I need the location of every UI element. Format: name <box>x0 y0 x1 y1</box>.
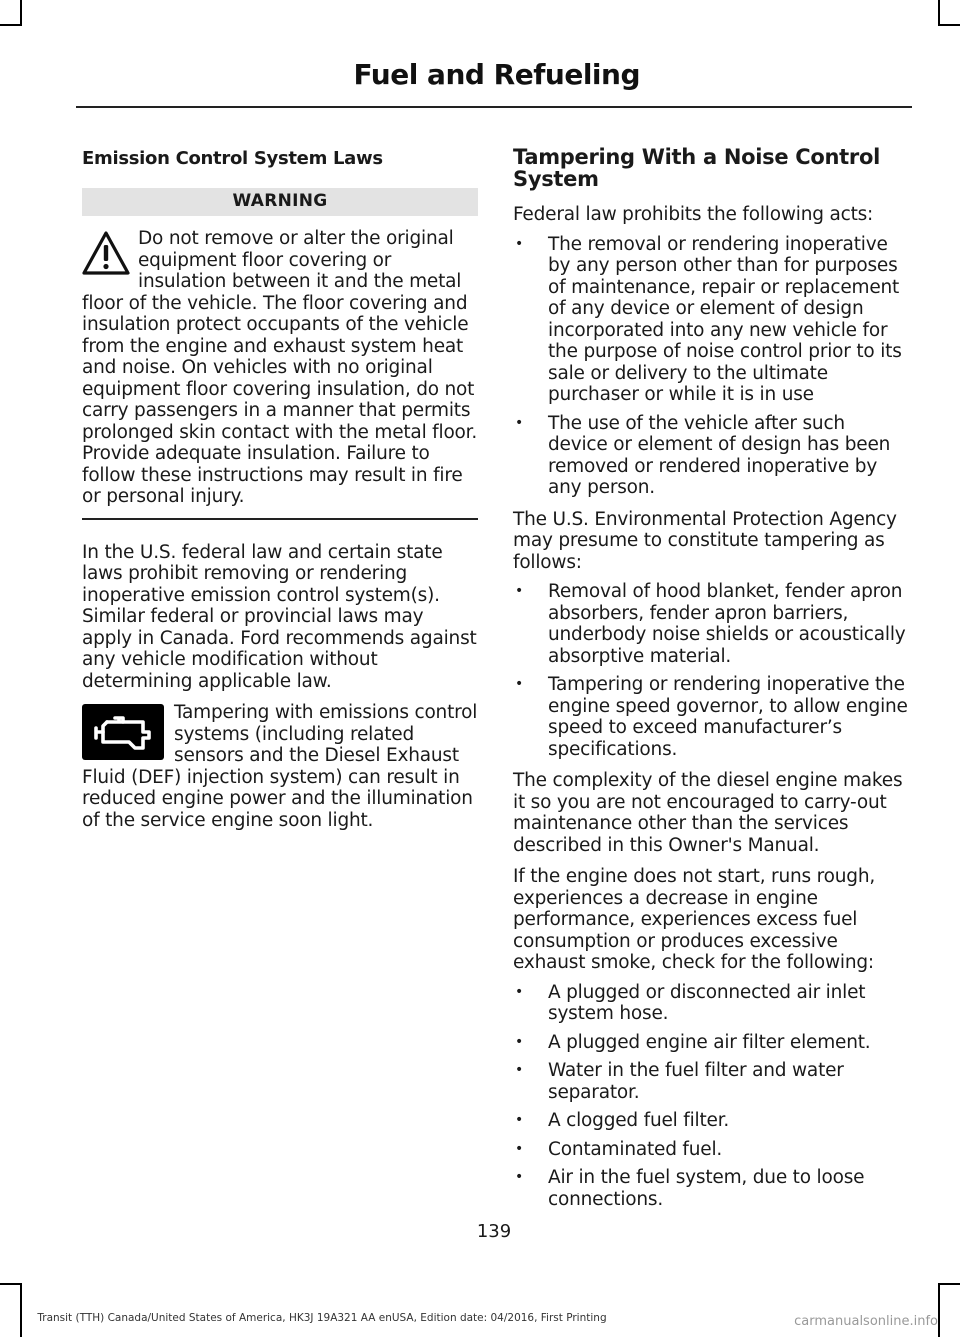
crop-mark <box>20 1283 22 1337</box>
tampering-emissions-text: Tampering with emissions control systems (including related sensors and the Diesel Exhaust Fluid (DEF) injection system) can result in reduced engine power and the illumination of the service engine soon light. <box>82 702 478 831</box>
list-item: • Tampering or rendering inoperative the engine speed governor, to allow engine speed to exceed manufacturer’s specifications. <box>513 674 909 760</box>
edition-footer: Transit (TTH) Canada/United States of America, HK3J 19A321 AA enUSA, Edition date: 04/2016, First Printing <box>37 1312 607 1324</box>
service-engine-soon-icon <box>82 704 164 760</box>
warning-label: WARNING <box>82 188 478 217</box>
crop-mark <box>0 24 22 26</box>
tampering-emissions-block <box>82 702 478 831</box>
section-title-noise-control: Tampering With a Noise Control System <box>513 145 881 191</box>
crop-mark <box>938 1283 960 1285</box>
crop-mark <box>938 24 960 26</box>
crop-mark <box>938 1283 940 1337</box>
list-item: • Air in the fuel system, due to loose connections. <box>513 1167 909 1210</box>
warning-box <box>82 228 478 508</box>
list-item: • A clogged fuel filter. <box>513 1110 909 1132</box>
right-column <box>513 146 909 1217</box>
list-item: • Contaminated fuel. <box>513 1139 909 1161</box>
tampering-list <box>513 581 909 760</box>
list-item: • The use of the vehicle after such device or element of design has been removed or rendered inoperative by any person. <box>513 413 909 499</box>
section-title-emission: Emission Control System Laws <box>82 148 383 169</box>
page-number: 139 <box>476 1221 512 1242</box>
crop-mark <box>0 1283 22 1285</box>
crop-mark <box>938 0 940 26</box>
list-item: • A plugged or disconnected air inlet system hose. <box>513 982 909 1025</box>
list-item: • Water in the fuel filter and water separator. <box>513 1060 909 1103</box>
list-item: • The removal or rendering inoperative by any person other than for purposes of maintenance, repair or replacement of any device or element of design incorporated into any new vehicle for the purpose of noise control prior to its sale or delivery to the ultimate purchaser or while it is in use <box>513 234 909 406</box>
epa-paragraph: The U.S. Environmental Protection Agency may presume to constitute tampering as follows: <box>513 508 897 573</box>
prohibited-acts-list <box>513 234 909 499</box>
list-item: • Removal of hood blanket, fender apron absorbers, fender apron barriers, underbody noise shields or acoustically absorptive material. <box>513 581 909 667</box>
warning-rule <box>82 518 478 520</box>
page-header-title: Fuel and Refueling <box>353 58 640 91</box>
watermark: carmanualsonline.info <box>794 1314 938 1329</box>
warning-text: Do not remove or alter the original equipment floor covering or insulation between it and the metal floor of the vehicle. The floor covering and insulation protect occupants of the vehicle from the engine and exhaust system heat and noise. On vehicles with no original equipment floor covering insulation, do not carry passengers in a manner that permits prolonged skin contact with the metal floor. Provide adequate insulation. Failure to follow these instructions may result in fire or personal injury. <box>82 228 478 507</box>
warning-triangle-icon <box>82 230 130 278</box>
crop-mark <box>20 0 22 26</box>
federal-law-intro: Federal law prohibits the following acts: <box>513 204 874 225</box>
diesel-complexity-paragraph: The complexity of the diesel engine makes it so you are not encouraged to carry-out maintenance other than the services described in this Owner's Manual. <box>513 770 903 856</box>
engine-check-list <box>513 982 909 1211</box>
engine-check-intro: If the engine does not start, runs rough, experiences a decrease in engine performance, experiences excess fuel consumption or produces excessive exhaust smoke, check for the following: <box>513 866 876 973</box>
header-rule <box>76 106 912 108</box>
left-column <box>82 146 478 831</box>
list-item: • A plugged engine air filter element. <box>513 1032 909 1054</box>
emission-law-paragraph: In the U.S. federal law and certain state laws prohibit removing or rendering inoperative emission control system(s). Similar federal or provincial laws may apply in Canada. Ford recommends against any vehicle modification without determining applicable law. <box>82 541 477 692</box>
